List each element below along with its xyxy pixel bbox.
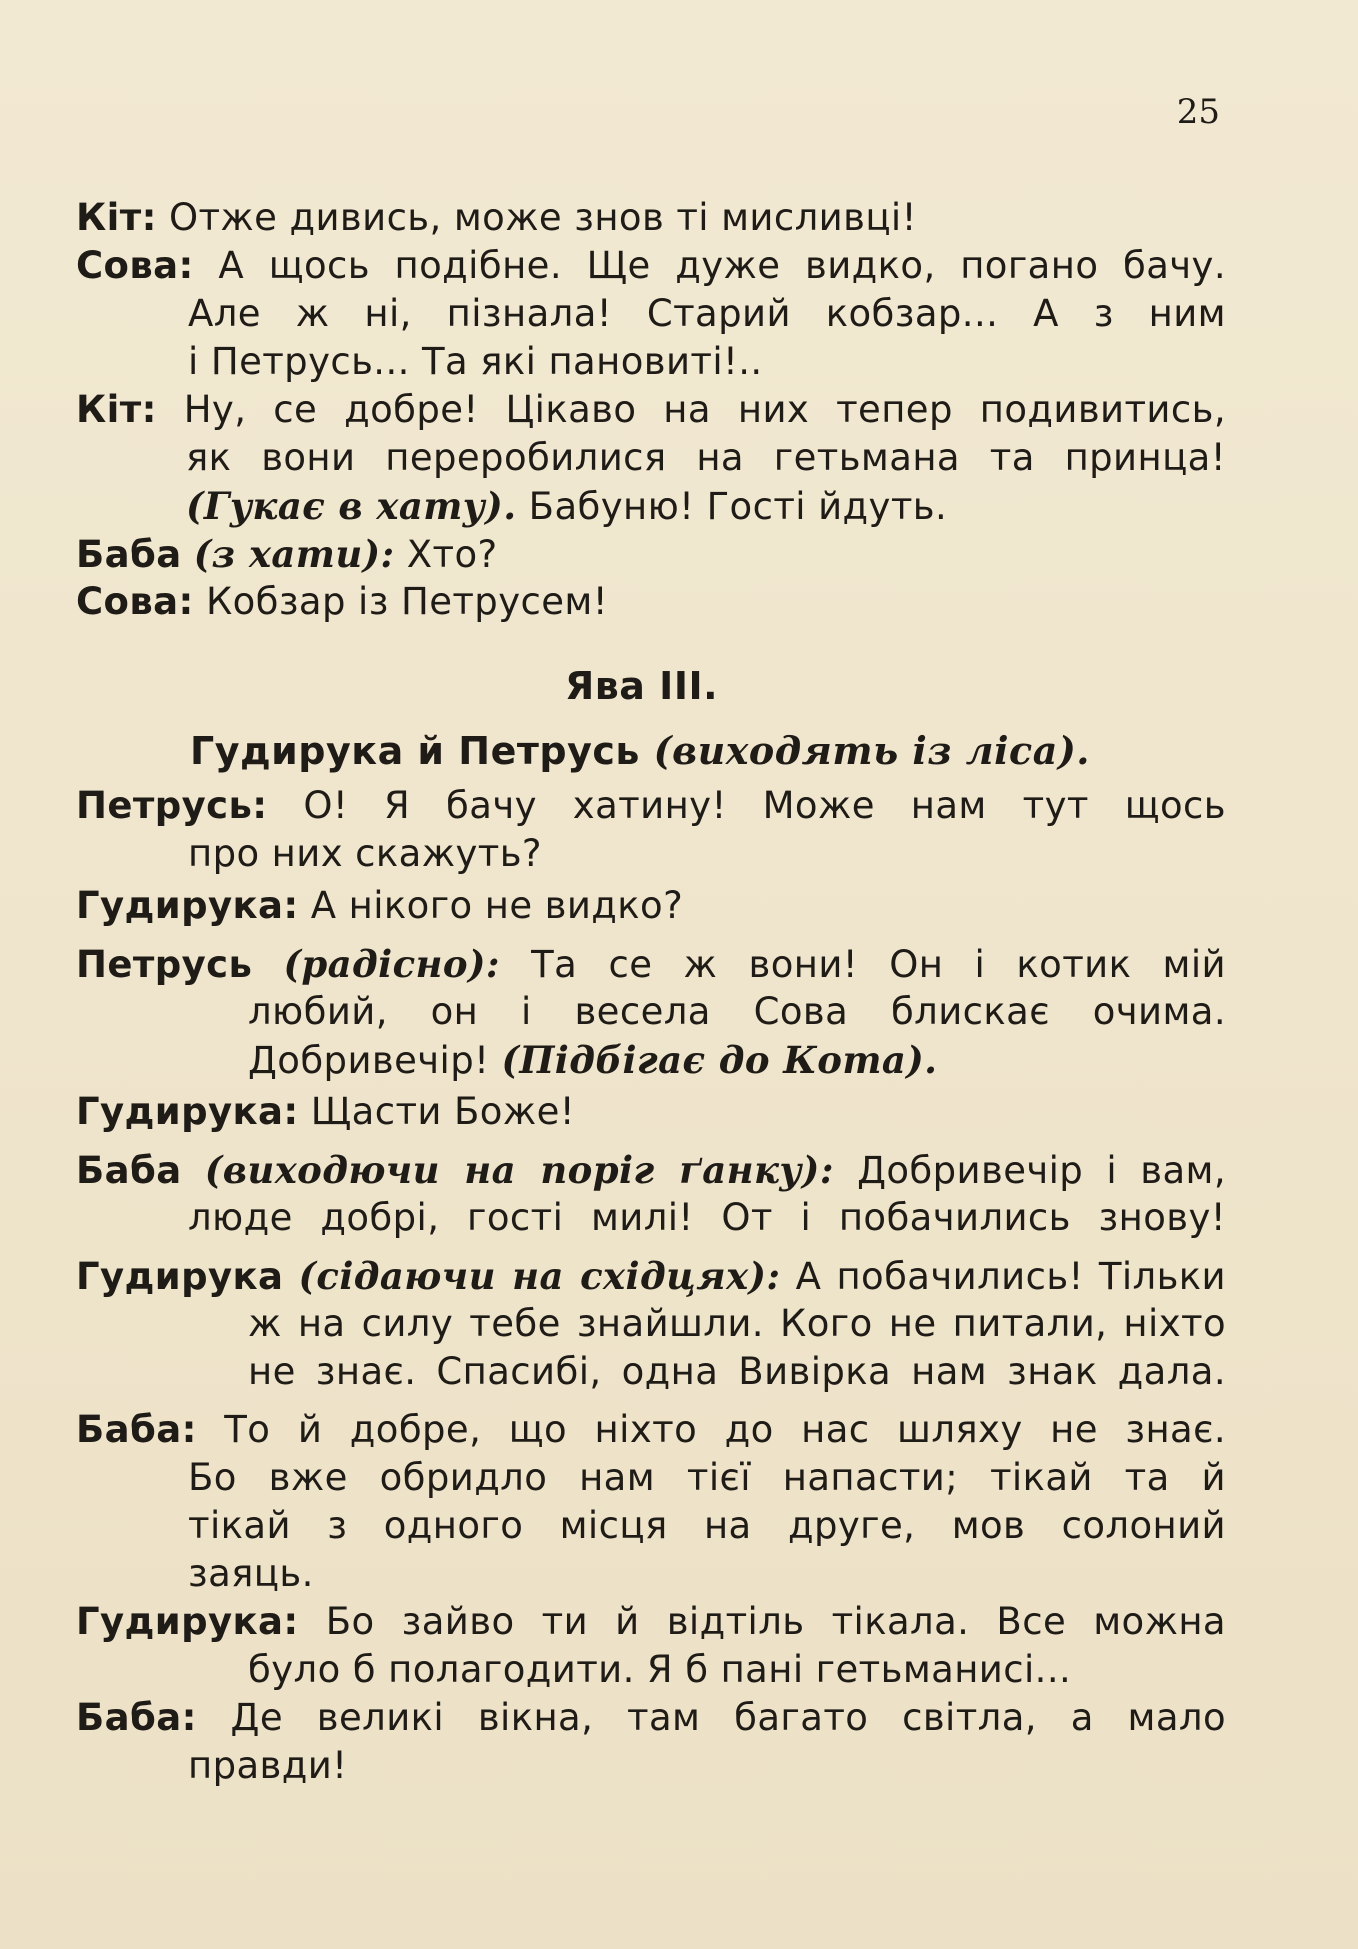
dialogue-line <box>76 1598 1226 1646</box>
dialogue-line <box>76 1550 1226 1598</box>
stage-direction: (радісно): <box>283 942 500 986</box>
dialogue-line <box>76 1194 1226 1242</box>
dialogue-text: Хто? <box>406 533 498 576</box>
speaker-name: Гудирука: <box>76 884 299 927</box>
dialogue-text: було б полагодити. Я б пані гетьманисі... <box>248 1648 1072 1691</box>
dialogue-text: і Петрусь... Та які пановиті!.. <box>188 340 763 383</box>
dialogue-line <box>76 194 1226 242</box>
dialogue-text: Добривечір і вам, <box>857 1149 1226 1192</box>
stage-direction: (з хати): <box>193 532 395 576</box>
speaker-name: Сова: <box>76 580 194 623</box>
scene-characters: Гудирука й Петрусь <box>190 729 640 773</box>
dialogue-block-2 <box>76 782 1226 1790</box>
dialogue-text: А нікого не видко? <box>310 884 684 927</box>
dialogue-text: Бо вже обридло нам тієї напасти; тікай та й <box>188 1456 1226 1499</box>
speaker-name: Баба: <box>76 1408 197 1451</box>
dialogue-text: як вони переробилися на гетьмана та принца! <box>186 436 1226 479</box>
speaker-name: Кіт: <box>76 388 157 431</box>
dialogue-line <box>76 482 1226 530</box>
dialogue-text: О! Я бачу хатину! Може нам тут щось <box>303 784 1226 827</box>
scene-heading: Ява III. <box>565 664 719 708</box>
dialogue-text: ж на силу тебе знайшли. Кого не питали, ніхто <box>248 1302 1226 1345</box>
dialogue-line <box>76 1502 1226 1550</box>
dialogue-text: любий, он і весела Сова блискає очима. <box>248 990 1226 1033</box>
dialogue-block-1 <box>76 194 1226 626</box>
page-number: 25 <box>1176 92 1220 132</box>
dialogue-text: про них скажуть? <box>188 832 542 875</box>
dialogue-text: правди! <box>188 1744 348 1787</box>
stage-direction: (виходючи на поріг ґанку): <box>204 1148 834 1192</box>
scene-subheading <box>190 728 1090 773</box>
dialogue-line <box>76 1300 1226 1348</box>
speaker-name: Гудирука: <box>76 1600 299 1643</box>
dialogue-line <box>76 940 1226 988</box>
speaker-name: Гудирука <box>76 1255 284 1298</box>
speaker-name: Сова: <box>76 244 194 287</box>
dialogue-line <box>76 1646 1226 1694</box>
dialogue-text: Але ж ні, пізнала! Старий кобзар... А з ним <box>188 292 1226 335</box>
dialogue-text: А побачились! Тільки <box>795 1255 1226 1298</box>
speaker-name: Баба: <box>76 1696 197 1739</box>
dialogue-line <box>76 830 1226 878</box>
speaker-name: Баба <box>76 1149 182 1192</box>
dialogue-text: Бабуню! Гості йдуть. <box>528 485 948 528</box>
dialogue-line <box>76 1252 1226 1300</box>
dialogue-line <box>76 1742 1226 1790</box>
dialogue-line <box>76 988 1226 1036</box>
dialogue-text: Кобзар із Петрусем! <box>205 580 608 623</box>
dialogue-text: люде добрі, гості милі! От і побачились знову! <box>188 1196 1226 1239</box>
dialogue-line <box>76 242 1226 290</box>
dialogue-line <box>76 1036 1226 1084</box>
dialogue-text: То й добре, що ніхто до нас шляху не знає. <box>224 1408 1226 1451</box>
speaker-name: Петрусь <box>76 943 253 986</box>
dialogue-text: А щось подібне. Ще дуже видко, погано бачу. <box>218 244 1227 287</box>
dialogue-line <box>76 1454 1226 1502</box>
dialogue-line <box>76 882 1226 930</box>
speaker-name: Гудирука: <box>76 1090 299 1133</box>
stage-direction: (виходять із ліса). <box>653 728 1091 773</box>
speaker-name: Кіт: <box>76 196 157 239</box>
dialogue-line <box>76 338 1226 386</box>
dialogue-line <box>76 578 1226 626</box>
dialogue-text: Та се ж вони! Он і котик мій <box>531 943 1226 986</box>
dialogue-text: Отже дивись, може знов ті мисливці! <box>168 196 917 239</box>
dialogue-line <box>76 386 1226 434</box>
speaker-name: Петрусь: <box>76 784 268 827</box>
dialogue-line <box>76 1406 1226 1454</box>
dialogue-text: Ну, се добре! Цікаво на них тепер подивитись, <box>183 388 1226 431</box>
dialogue-text: Щасти Боже! <box>310 1090 575 1133</box>
dialogue-text: тікай з одного місця на друге, мов солоний <box>188 1504 1226 1547</box>
dialogue-line <box>76 1088 1226 1136</box>
speaker-name: Баба <box>76 533 182 576</box>
dialogue-text: Де великі вікна, там багато світла, а мало <box>230 1696 1226 1739</box>
stage-direction: (Підбігає до Кота). <box>501 1038 938 1082</box>
stage-direction: (сідаючи на східцях): <box>298 1254 781 1298</box>
dialogue-text: заяць. <box>188 1552 314 1595</box>
dialogue-text: Добривечір! <box>248 1039 490 1082</box>
dialogue-line <box>76 530 1226 578</box>
stage-direction: (Гукає в хату). <box>186 484 517 528</box>
dialogue-line <box>76 434 1226 482</box>
dialogue-line <box>76 782 1226 830</box>
dialogue-line <box>76 290 1226 338</box>
dialogue-text: не знає. Спасибі, одна Вивірка нам знак дала. <box>248 1350 1226 1393</box>
dialogue-text: Бо зайво ти й відтіль тікала. Все можна <box>325 1600 1226 1643</box>
dialogue-line <box>76 1348 1226 1396</box>
dialogue-line <box>76 1146 1226 1194</box>
dialogue-line <box>76 1694 1226 1742</box>
